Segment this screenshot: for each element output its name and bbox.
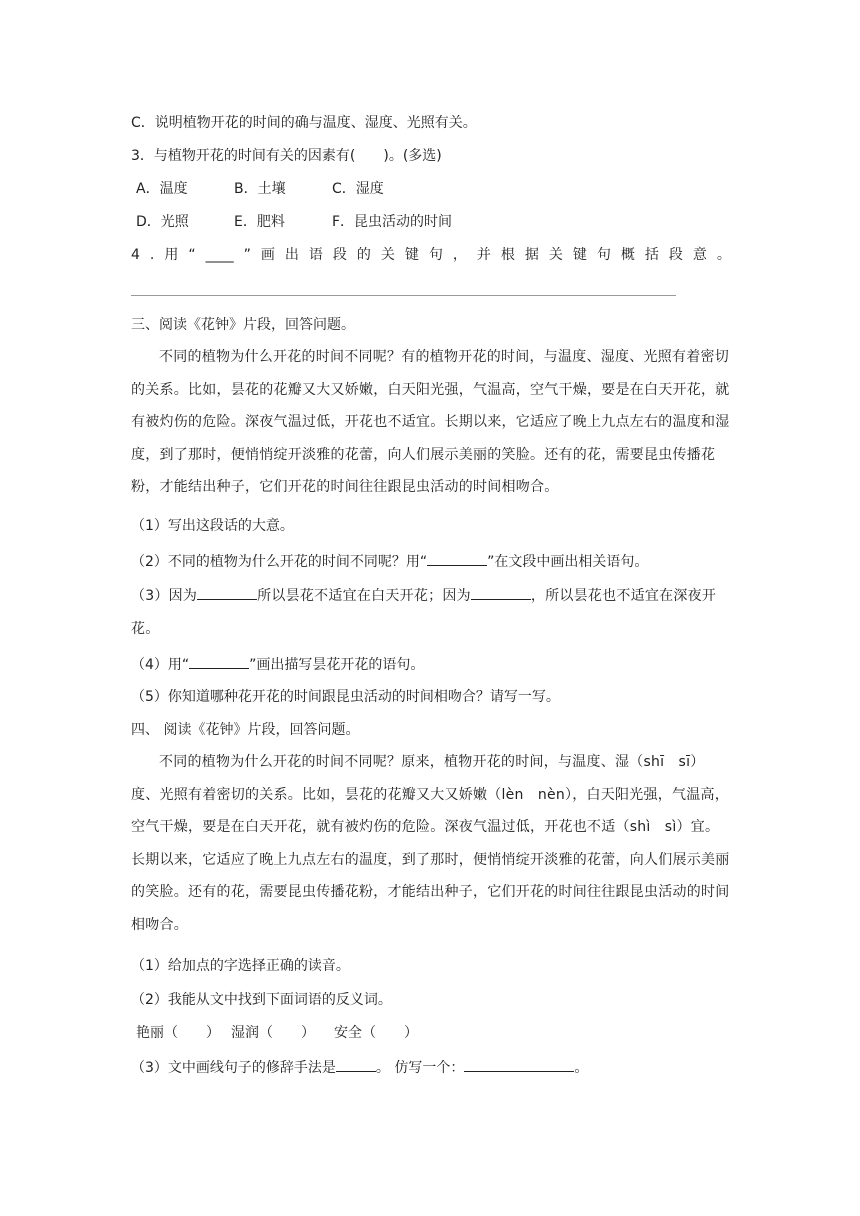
q4-char: 语	[308, 247, 323, 263]
section3-q3	[131, 580, 731, 645]
section3-q2-text-a: （2）不同的植物为什么开花的时间不同呢？用“	[131, 554, 428, 570]
q4-char: 据	[524, 247, 539, 263]
q4-char: ____	[205, 247, 234, 263]
q2-option-c: C．说明植物开花的时间的确与温度、湿度、光照有关。	[131, 115, 477, 131]
q4-char: 概	[620, 247, 635, 263]
option-f: F．昆虫活动的时间	[332, 214, 453, 230]
antonym-item: 湿润（ ）	[231, 1025, 315, 1041]
section4-q3-text-c: 。	[574, 1060, 589, 1076]
q4-char: 用	[164, 247, 179, 263]
q4-char: 段	[668, 247, 683, 263]
section3-q2-text-b: ”在文段中画出相关语句。	[487, 554, 649, 570]
section3-q1: （1）写出这段话的大意。	[131, 518, 294, 534]
q4-char: 并	[476, 247, 491, 263]
answer-line	[131, 295, 676, 296]
q4-char: ，	[452, 247, 467, 263]
section4-q3-text-b: 。 仿写一个：	[375, 1060, 465, 1076]
section4-q3	[131, 1057, 588, 1078]
option-e: E．肥料	[234, 214, 285, 230]
section3-q3-text-b: 所以昙花不适宜在白天开花；因为	[257, 588, 471, 604]
q4-char: “	[188, 247, 196, 263]
q4-char: 根	[500, 247, 515, 263]
answer-blank[interactable]	[197, 585, 257, 600]
section4-heading: 四、 阅读《花钟》片段，回答问题。	[131, 722, 360, 738]
section3-q4-text-b: ”画出描写昙花开花的语句。	[249, 657, 425, 673]
q4-char: 括	[644, 247, 659, 263]
q4-char: 句	[428, 247, 443, 263]
answer-blank[interactable]	[464, 1057, 574, 1072]
section4-q3-text-a: （3）文中画线句子的修辞手法是	[131, 1060, 336, 1076]
section3-q3-text-c: ，所以昙花也不适宜在深夜开花。	[131, 588, 717, 637]
option-c: C．湿度	[332, 181, 384, 197]
q4-char: .	[149, 247, 155, 263]
section4-passage	[131, 746, 731, 941]
answer-blank[interactable]	[427, 551, 487, 566]
q4-char: 关	[380, 247, 395, 263]
q3-options-row1	[136, 179, 384, 199]
section3-q4-text-a: （4）用“	[131, 657, 190, 673]
q4-char: 句	[596, 247, 611, 263]
section3-passage-text: 不同的植物为什么开花的时间不同呢？有的植物开花的时间，与温度、湿度、光照有着密切的关系。比如，昙花的花瓣又大又娇嫩，白天阳光强，气温高，空气干燥，要是在白天开花，就有被灼伤的危险。深夜气温过低，开花也不适宜。长期以来，它适应了晚上九点左右的温度和湿度，到了那时，便悄悄绽开淡雅的花蕾，向人们展示美丽的笑脸。还有的花，需要昆虫传播花粉，才能结出种子，它们开花的时间往往跟昆虫活动的时间相吻合。	[131, 349, 730, 495]
q4-char: 画	[260, 247, 275, 263]
section3-passage	[131, 341, 731, 504]
section4-q1: （1）给加点的字选择正确的读音。	[131, 958, 350, 974]
antonym-row	[136, 1023, 418, 1043]
option-b: B．土壤	[234, 181, 286, 197]
q4-char: 。	[716, 247, 731, 263]
section3-heading: 三、阅读《花钟》片段，回答问题。	[131, 317, 355, 333]
section3-q2	[131, 551, 648, 572]
section3-q4	[131, 654, 424, 675]
q4-line	[131, 245, 731, 265]
option-d: D．光照	[136, 214, 189, 230]
q4-char: 意	[692, 247, 707, 263]
section3-q5: （5）你知道哪种花开花的时间跟昆虫活动的时间相吻合？请写一写。	[131, 689, 560, 705]
q4-char: 键	[404, 247, 419, 263]
q3-stem: 3．与植物开花的时间有关的因素有( )。(多选)	[131, 148, 442, 164]
section4-passage-text: 不同的植物为什么开花的时间不同呢？原来，植物开花的时间，与温度、湿（shī sī）度、光照有着密切的关系。比如，昙花的花瓣又大又娇嫩（lèn nèn），白天阳光强，气温高，空气干燥，要是在白天开花，就有被灼伤的危险。深夜气温过低，开花也不适（shì sì）宜。长期以来，它适应了晚上九点左右的温度，到了那时，便悄悄绽开淡雅的花蕾，向人们展示美丽的笑脸。还有的花，需要昆虫传播花粉，才能结出种子，它们开花的时间往往跟昆虫活动的时间相吻合。	[131, 754, 730, 933]
section4-q2: （2）我能从文中找到下面词语的反义词。	[131, 992, 392, 1008]
q4-char: 键	[572, 247, 587, 263]
q4-char: 段	[332, 247, 347, 263]
answer-blank[interactable]	[471, 585, 531, 600]
option-a: A．温度	[136, 181, 188, 197]
answer-blank[interactable]	[336, 1057, 376, 1072]
answer-blank[interactable]	[189, 654, 249, 669]
section3-q3-text-a: （3）因为	[131, 588, 198, 604]
q4-char: 出	[284, 247, 299, 263]
q4-char: ”	[243, 247, 251, 263]
q4-char: 的	[356, 247, 371, 263]
antonym-item: 安全（ ）	[334, 1025, 418, 1041]
q4-char: 关	[548, 247, 563, 263]
q4-char: 4	[131, 247, 140, 263]
antonym-item: 艳丽（ ）	[136, 1025, 220, 1041]
q3-options-row2	[136, 212, 452, 232]
